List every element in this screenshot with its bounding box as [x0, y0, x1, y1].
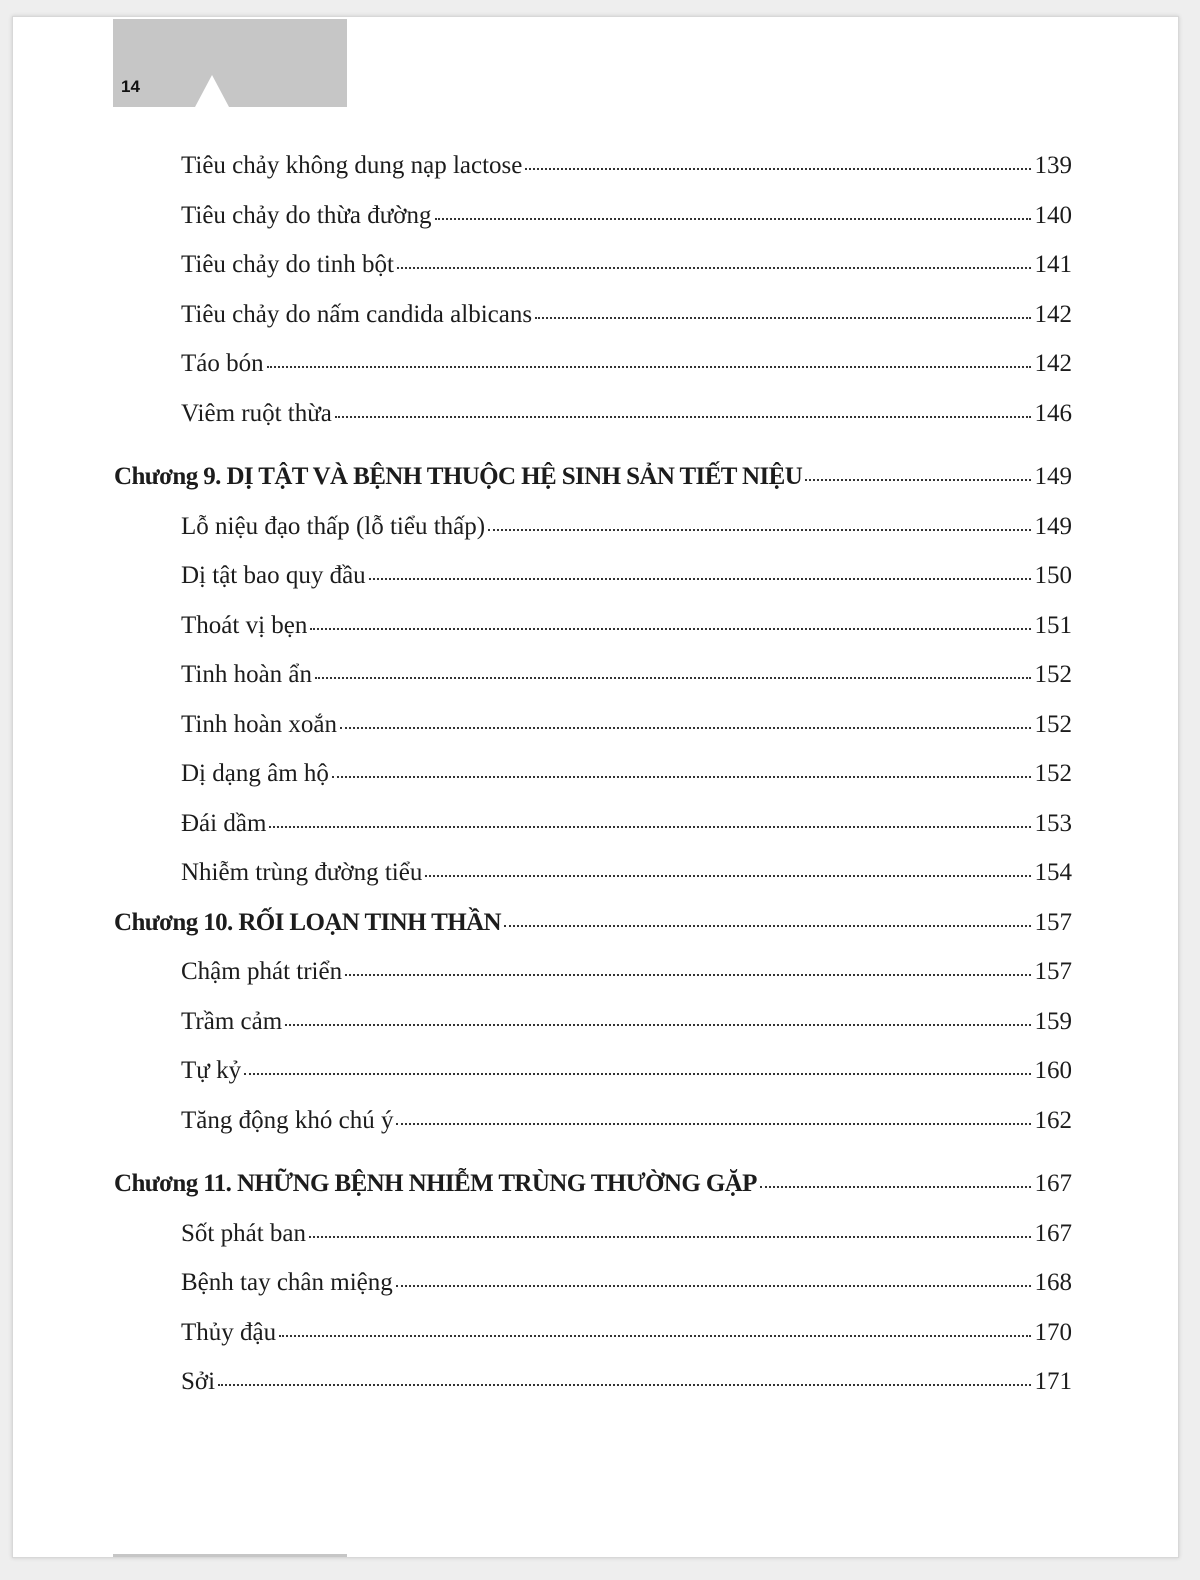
toc-title: Tiêu chảy do tinh bột: [181, 251, 394, 278]
toc-chapter-heading: [114, 909, 1072, 959]
toc-page-number: 170: [1034, 1318, 1072, 1346]
dot-leader: [285, 1024, 1031, 1026]
dot-leader: [315, 677, 1031, 679]
toc-page-number: 141: [1034, 251, 1072, 278]
toc-title: Táo bón: [181, 350, 264, 377]
toc-page-number: 150: [1034, 562, 1072, 589]
toc-page-number: 160: [1034, 1057, 1072, 1084]
toc-page-number: 167: [1034, 1170, 1072, 1197]
toc-entry: [114, 301, 1072, 351]
toc-page-number: 167: [1034, 1219, 1072, 1247]
toc-page-number: 168: [1034, 1269, 1072, 1296]
dot-leader: [435, 218, 1032, 220]
dot-leader: [525, 168, 1031, 170]
toc-page-number: 140: [1034, 201, 1072, 229]
toc-title: Chương 10. RỐI LOẠN TINH THẦN: [114, 908, 501, 936]
toc-entry: [114, 760, 1072, 810]
dot-leader: [267, 366, 1031, 368]
toc-page-number: 152: [1034, 710, 1072, 738]
toc-entry: [114, 251, 1072, 301]
dot-leader: [310, 628, 1031, 630]
dot-leader: [218, 1384, 1031, 1386]
toc-page-number: 142: [1034, 300, 1072, 328]
toc-entry: [114, 1107, 1072, 1157]
toc-title: Dị tật bao quy đầu: [181, 562, 366, 589]
toc-title: Tiêu chảy do nấm candida albicans: [181, 300, 533, 328]
toc-title: Viêm ruột thừa: [181, 399, 332, 427]
dot-leader: [340, 727, 1031, 729]
toc-page-number: 171: [1034, 1368, 1072, 1395]
toc-page-number: 159: [1034, 1007, 1072, 1035]
toc-page-number: 149: [1034, 512, 1072, 540]
toc-title: Nhiễm trùng đường tiểu: [181, 859, 423, 886]
dot-leader: [369, 578, 1031, 580]
dot-leader: [279, 1335, 1031, 1337]
toc-entry: [114, 562, 1072, 612]
toc-page-number: 152: [1034, 760, 1072, 787]
toc-title: Thoát vị bẹn: [181, 611, 308, 639]
toc-entry: [114, 513, 1072, 563]
toc-chapter-heading: [114, 1170, 1072, 1220]
page-footer-bar: [113, 1554, 347, 1557]
header-tab-notch: [195, 75, 229, 107]
toc-entry: [114, 1319, 1072, 1369]
toc-page-number: 151: [1034, 611, 1072, 639]
dot-leader: [535, 317, 1031, 319]
dot-leader: [396, 1123, 1031, 1125]
toc-title: Tinh hoàn xoắn: [181, 710, 338, 738]
toc-entry: [114, 350, 1072, 400]
dot-leader: [396, 1285, 1031, 1287]
toc-entry: [114, 400, 1072, 450]
dot-leader: [332, 776, 1031, 778]
toc-title: Chậm phát triển: [181, 958, 343, 985]
toc-title: Thủy đậu: [181, 1318, 277, 1346]
toc-title: Đái dầm: [181, 809, 267, 837]
toc-entry: [114, 202, 1072, 252]
toc-page-number: 149: [1034, 463, 1072, 490]
toc-page-number: 154: [1034, 859, 1072, 886]
toc-entry: [114, 612, 1072, 662]
document-page: [12, 16, 1179, 1558]
toc-title: Sởi: [181, 1368, 216, 1395]
dot-leader: [805, 479, 1031, 481]
toc-entry: [114, 1220, 1072, 1270]
toc-page-number: 157: [1034, 958, 1072, 985]
toc-page-number: 162: [1034, 1106, 1072, 1134]
toc-entry: [114, 1368, 1072, 1418]
toc-entry: [114, 711, 1072, 761]
toc-title: Bệnh tay chân miệng: [181, 1269, 393, 1296]
table-of-contents: [114, 152, 1072, 1418]
dot-leader: [425, 875, 1031, 877]
toc-entry: [114, 1269, 1072, 1319]
dot-leader: [760, 1186, 1031, 1188]
toc-entry: [114, 958, 1072, 1008]
dot-leader: [397, 267, 1031, 269]
dot-leader: [504, 925, 1031, 927]
toc-title: Tinh hoàn ẩn: [181, 661, 313, 688]
dot-leader: [488, 529, 1031, 531]
toc-entry: [114, 661, 1072, 711]
toc-entry: [114, 1008, 1072, 1058]
toc-page-number: 142: [1034, 350, 1072, 377]
toc-entry: [114, 859, 1072, 909]
toc-page-number: 146: [1034, 399, 1072, 427]
toc-page-number: 157: [1034, 908, 1072, 936]
dot-leader: [244, 1073, 1031, 1075]
toc-title: Chương 11. NHỮNG BỆNH NHIỄM TRÙNG THƯỜNG GẶP: [114, 1170, 757, 1197]
page-header-tab: [113, 19, 347, 107]
toc-title: Trầm cảm: [181, 1007, 283, 1035]
toc-title: Chương 9. DỊ TẬT VÀ BỆNH THUỘC HỆ SINH SẢN TIẾT NIỆU: [114, 463, 803, 490]
page-number: 14: [121, 77, 140, 96]
toc-chapter-heading: [114, 463, 1072, 513]
toc-page-number: 153: [1034, 809, 1072, 837]
dot-leader: [309, 1236, 1031, 1238]
toc-title: Tiêu chảy do thừa đường: [181, 201, 432, 229]
toc-title: Lỗ niệu đạo thấp (lỗ tiểu thấp): [181, 512, 486, 540]
toc-page-number: 139: [1034, 152, 1072, 179]
toc-title: Tăng động khó chú ý: [181, 1106, 394, 1134]
toc-title: Tiêu chảy không dung nạp lactose: [181, 152, 523, 179]
dot-leader: [345, 974, 1031, 976]
toc-entry: [114, 1057, 1072, 1107]
dot-leader: [335, 416, 1031, 418]
toc-page-number: 152: [1034, 661, 1072, 688]
toc-title: Sốt phát ban: [181, 1219, 306, 1247]
toc-title: Dị dạng âm hộ: [181, 760, 329, 787]
dot-leader: [269, 826, 1031, 828]
toc-entry: [114, 810, 1072, 860]
toc-entry: [114, 152, 1072, 202]
toc-title: Tự kỷ: [181, 1057, 242, 1084]
